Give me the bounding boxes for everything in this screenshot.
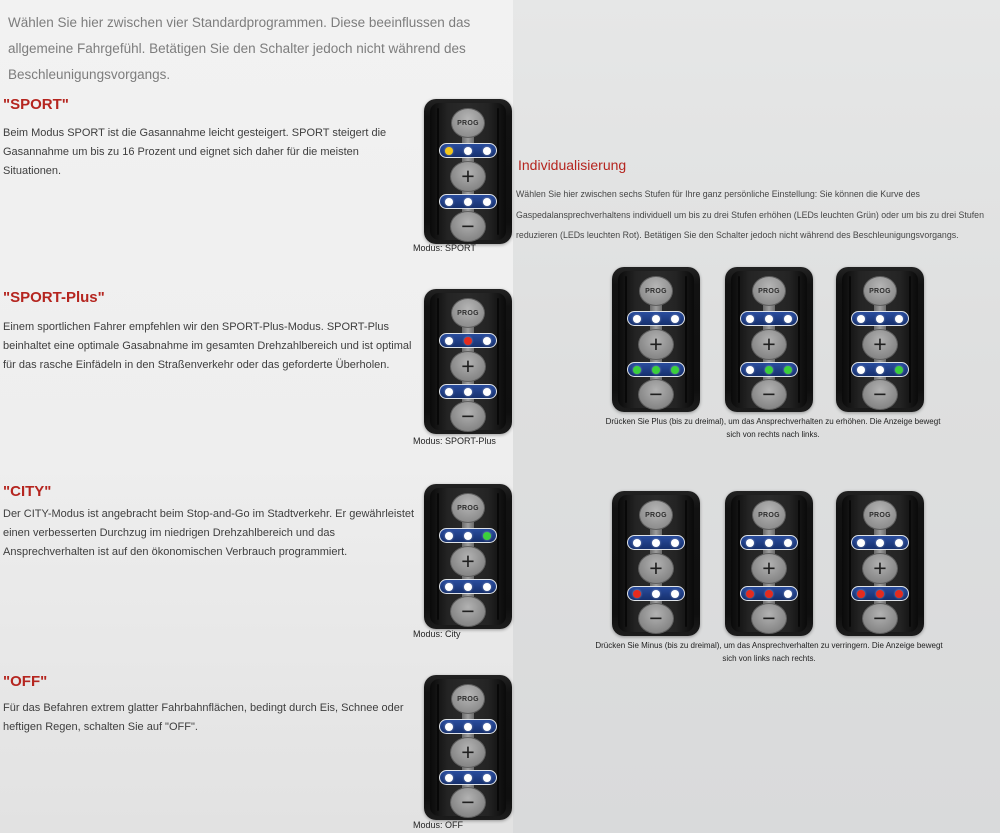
led-green-icon (895, 366, 903, 374)
led-bar-bottom (627, 586, 685, 601)
section-heading-city: "CITY" (3, 483, 52, 500)
prog-button: PROG (863, 276, 897, 306)
led-white-icon (483, 337, 491, 345)
device-grip-ridge (798, 500, 800, 627)
section-body-city: Der CITY-Modus ist angebracht beim Stop-and-Go im Stadtverkehr. Er gewährleistet einen verbesserten Durchzug im niedrigen Drehzahlbereich und das Ansprechverhalten ist auf den ökonomischen Verbrauch programmiert. (3, 508, 415, 558)
led-white-icon (671, 539, 679, 547)
led-white-icon (445, 723, 453, 731)
led-white-icon (876, 315, 884, 323)
device-caption-sport-plus: Modus: SPORT-Plus (413, 436, 496, 446)
device-grip-ridge (685, 500, 687, 627)
minus-button: − (862, 603, 898, 634)
led-bar-bottom (740, 362, 798, 377)
led-red-icon (857, 590, 865, 598)
led-bar-bottom (627, 362, 685, 377)
led-white-icon (464, 774, 472, 782)
led-white-icon (857, 315, 865, 323)
device-caption-sport: Modus: SPORT (413, 243, 476, 253)
device-grip-ridge (437, 298, 439, 425)
section-heading-sport: "SPORT" (3, 96, 69, 113)
led-white-icon (857, 366, 865, 374)
device-grip-ridge (497, 108, 499, 235)
led-bar-bottom (851, 362, 909, 377)
plus-button: + (450, 351, 486, 382)
device-grip-ridge (849, 500, 851, 627)
led-white-icon (876, 539, 884, 547)
plus-button: + (751, 329, 787, 360)
led-white-icon (483, 774, 491, 782)
led-red-icon (895, 590, 903, 598)
led-red-icon (876, 590, 884, 598)
device-grip-ridge (497, 684, 499, 811)
led-white-icon (895, 315, 903, 323)
device-grip-ridge (909, 276, 911, 403)
prog-button: PROG (752, 276, 786, 306)
prog-button: PROG (451, 108, 485, 138)
section-body-sport-plus: Einem sportlichen Fahrer empfehlen wir den SPORT-Plus-Modus. SPORT-Plus beinhaltet eine optimale Gasabnahme im gesamten Drehzahlbereich und ist optimal für das rasche Einfädeln in den Straßenverkehr oder das geforderte Überholen. (3, 321, 412, 371)
led-bar-bottom (439, 770, 497, 785)
led-white-icon (445, 774, 453, 782)
led-white-icon (671, 590, 679, 598)
led-white-icon (445, 198, 453, 206)
plus-button: + (751, 553, 787, 584)
prog-button: PROG (451, 684, 485, 714)
device-grip-ridge (497, 493, 499, 620)
led-bar-bottom (439, 384, 497, 399)
led-white-icon (652, 590, 660, 598)
pedalbox-device-sport (424, 99, 512, 244)
led-green-icon (633, 366, 641, 374)
pedalbox-device-off (424, 675, 512, 820)
led-bar-top (439, 143, 497, 158)
device-grip-ridge (437, 684, 439, 811)
device-grip-ridge (625, 276, 627, 403)
section-body-sport: Beim Modus SPORT ist die Gasannahme leicht gesteigert. SPORT steigert die Gasannahme um bis zu 16 Prozent und eignet sich daher für die meisten Situationen. (3, 127, 387, 177)
led-white-icon (483, 388, 491, 396)
plus-row-caption: Drücken Sie Plus (bis zu dreimal), um das Ansprechverhalten zu erhöhen. Die Anzeige bewegt sich von rechts nach links. (605, 417, 941, 439)
prog-button: PROG (451, 298, 485, 328)
led-white-icon (445, 388, 453, 396)
led-bar-top (439, 333, 497, 348)
led-white-icon (746, 315, 754, 323)
plus-button: + (638, 329, 674, 360)
led-white-icon (445, 532, 453, 540)
led-green-icon (483, 532, 491, 540)
prog-button: PROG (863, 500, 897, 530)
led-white-icon (652, 539, 660, 547)
led-bar-top (439, 719, 497, 734)
led-bar-top (740, 311, 798, 326)
device-caption-city: Modus: City (413, 629, 461, 639)
minus-button: − (751, 603, 787, 634)
intro-text: Wählen Sie hier zwischen vier Standardprogrammen. Diese beeinflussen das allgemeine Fahrgefühl. Betätigen Sie den Schalter jedoch nicht während des Beschleunigungsvorgangs. (8, 15, 471, 82)
led-white-icon (765, 315, 773, 323)
led-white-icon (784, 590, 792, 598)
minus-button: − (638, 603, 674, 634)
led-bar-top (627, 311, 685, 326)
led-white-icon (464, 198, 472, 206)
led-bar-top (627, 535, 685, 550)
device-grip-ridge (497, 298, 499, 425)
led-white-icon (746, 539, 754, 547)
plus-button: + (450, 161, 486, 192)
plus-button: + (450, 546, 486, 577)
led-white-icon (445, 337, 453, 345)
led-white-icon (895, 539, 903, 547)
prog-button: PROG (451, 493, 485, 523)
device-grip-ridge (685, 276, 687, 403)
led-white-icon (464, 147, 472, 155)
individualisierung-body: Wählen Sie hier zwischen sechs Stufen für Ihre ganz persönliche Einstellung: Sie können die Kurve des Gaspedalansprechverhaltens individuell um bis zu drei Stufen erhöhen (LEDs leuchten Grün) oder um bis zu drei Stufen reduzieren (LEDs leuchten Rot). Betätigen Sie den Schalter jedoch nicht während des Beschleunigungsvorgangs. (516, 189, 984, 240)
led-white-icon (746, 366, 754, 374)
pedalbox-device-plus-1 (836, 267, 924, 412)
led-yellow-icon (445, 147, 453, 155)
led-bar-top (851, 535, 909, 550)
pedalbox-device-minus-3 (836, 491, 924, 636)
led-white-icon (464, 723, 472, 731)
led-bar-top (851, 311, 909, 326)
individualisierung-heading: Individualisierung (518, 157, 627, 173)
led-bar-bottom (439, 194, 497, 209)
led-white-icon (765, 539, 773, 547)
prog-button: PROG (639, 276, 673, 306)
device-grip-ridge (437, 108, 439, 235)
led-white-icon (483, 198, 491, 206)
device-grip-ridge (798, 276, 800, 403)
device-grip-ridge (909, 500, 911, 627)
led-bar-top (439, 528, 497, 543)
led-white-icon (784, 539, 792, 547)
device-grip-ridge (437, 493, 439, 620)
led-red-icon (746, 590, 754, 598)
led-bar-top (740, 535, 798, 550)
minus-button: − (450, 596, 486, 627)
led-red-icon (464, 337, 472, 345)
plus-button: + (862, 329, 898, 360)
device-grip-ridge (849, 276, 851, 403)
led-white-icon (483, 147, 491, 155)
led-bar-bottom (740, 586, 798, 601)
pedalbox-device-sport-plus (424, 289, 512, 434)
prog-button: PROG (639, 500, 673, 530)
minus-button: − (751, 379, 787, 410)
plus-button: + (638, 553, 674, 584)
pedalbox-device-plus-2 (725, 267, 813, 412)
device-caption-off: Modus: OFF (413, 820, 464, 830)
led-green-icon (784, 366, 792, 374)
plus-button: + (450, 737, 486, 768)
section-heading-off: "OFF" (3, 673, 48, 690)
device-grip-ridge (738, 276, 740, 403)
led-white-icon (445, 583, 453, 591)
led-white-icon (464, 583, 472, 591)
minus-button: − (450, 787, 486, 818)
section-body-off: Für das Befahren extrem glatter Fahrbahnflächen, bedingt durch Eis, Schnee oder heftigen Regen, schalten Sie auf "OFF". (3, 702, 404, 733)
led-white-icon (652, 315, 660, 323)
minus-button: − (450, 211, 486, 242)
pedalbox-device-plus-3 (612, 267, 700, 412)
pedalbox-device-minus-2 (725, 491, 813, 636)
led-bar-bottom (851, 586, 909, 601)
pedalbox-device-city (424, 484, 512, 629)
led-green-icon (652, 366, 660, 374)
led-white-icon (671, 315, 679, 323)
device-grip-ridge (738, 500, 740, 627)
led-red-icon (765, 590, 773, 598)
minus-button: − (638, 379, 674, 410)
led-white-icon (784, 315, 792, 323)
led-green-icon (671, 366, 679, 374)
minus-button: − (450, 401, 486, 432)
led-bar-bottom (439, 579, 497, 594)
minus-row-caption: Drücken Sie Minus (bis zu dreimal), um das Ansprechverhalten zu verringern. Die Anzeige bewegt sich von links nach rechts. (595, 641, 943, 663)
led-green-icon (765, 366, 773, 374)
section-heading-sport-plus: "SPORT-Plus" (3, 289, 105, 306)
device-grip-ridge (625, 500, 627, 627)
led-white-icon (857, 539, 865, 547)
pedalbox-device-minus-1 (612, 491, 700, 636)
led-white-icon (464, 388, 472, 396)
led-red-icon (633, 590, 641, 598)
led-white-icon (633, 539, 641, 547)
plus-button: + (862, 553, 898, 584)
prog-button: PROG (752, 500, 786, 530)
led-white-icon (483, 723, 491, 731)
minus-button: − (862, 379, 898, 410)
led-white-icon (483, 583, 491, 591)
led-white-icon (633, 315, 641, 323)
led-white-icon (464, 532, 472, 540)
led-white-icon (876, 366, 884, 374)
